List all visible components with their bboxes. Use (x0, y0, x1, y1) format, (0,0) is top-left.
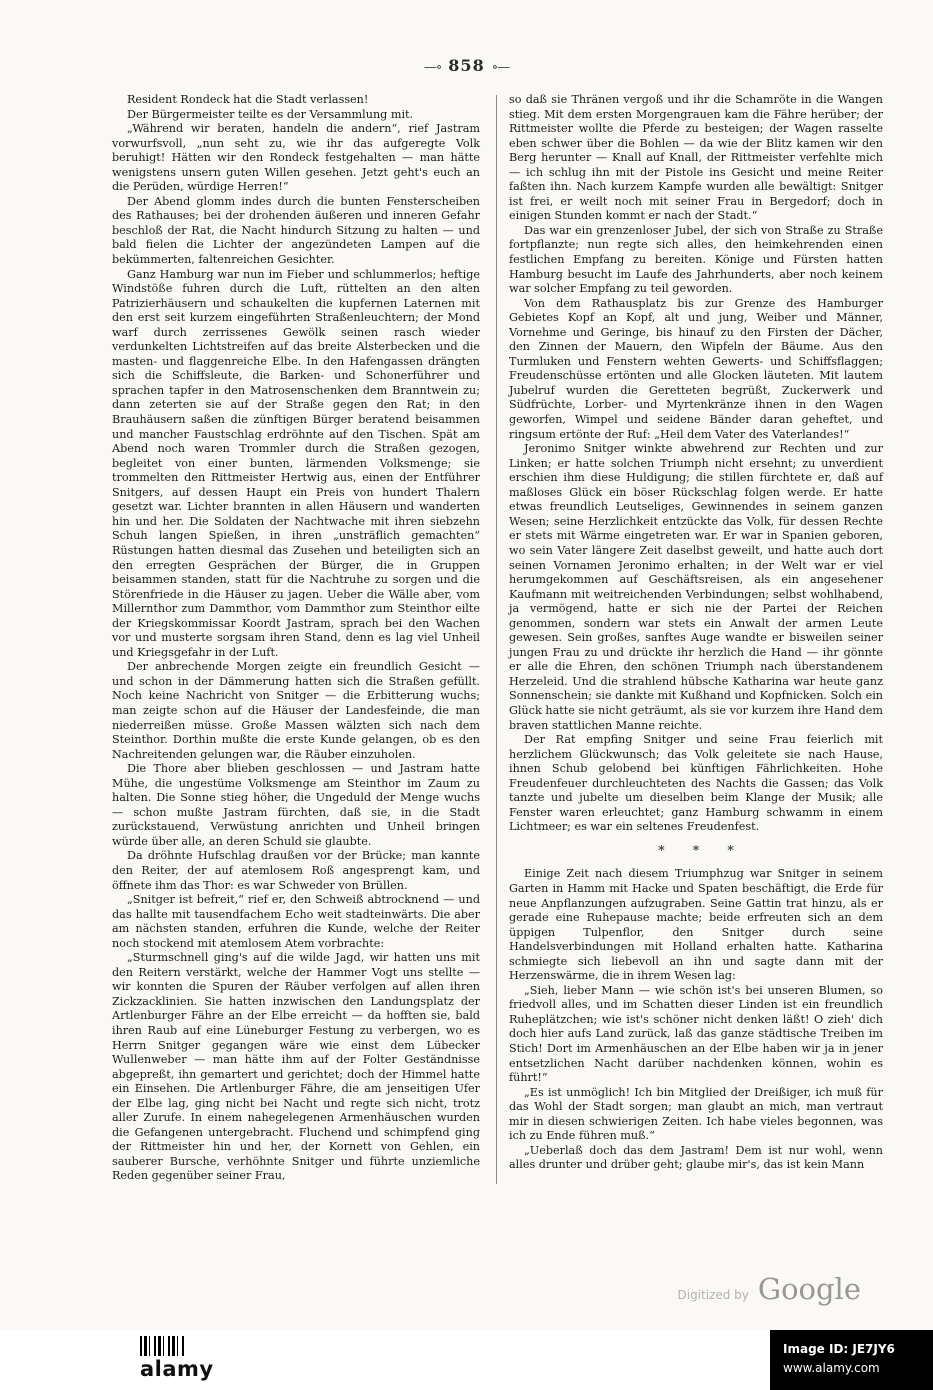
paragraph: Resident Rondeck hat die Stadt verlassen! (127, 93, 369, 106)
paragraph: „Sieh, lieber Mann — wie schön ist's bei unseren Blumen, so friedvoll alles, und im Schatten dieser Linden ist ein freundlich Ruheplätzchen; wie ist's schöner nicht denken läßt! O zieh' dich doch hier aufs Land zurück, laß das ganze städtische Treiben im Stich! Dort im Armenhäuschen an der Elbe haben wir ja in jener entsetzlichen Nacht darüber nachdenken können, wohin es führt!“ (509, 983, 883, 1085)
paragraph: „Snitger ist befreit,“ rief er, den Schweiß abtrocknend — und das hallte mit tausendfachem Echo weit stadteinwärts. Die aber am nächsten standen, erfuhren die Kunde, welche der Reiter noch stockend mit atemlosem Atem vorbrachte: (112, 893, 480, 950)
text-columns (112, 93, 884, 1184)
paragraph: Ganz Hamburg war nun im Fieber und schlummerlos; heftige Windstöße fuhren durch die Luft, rüttelten an den alten Patrizierhäusern und schaukelten die kupfernen Laternen mit den erst seit kurzem eingeführten Straßenleuchtern; der Mond warf durch zerrissenes Gewölk seinen rasch wieder verdunkelten Lichtstreifen auf das breite Alsterbecken und die masten- und flaggenreiche Elbe. In den Hafengassen drängten sich die Schiffsleute, die Barken- und Schonerführer und sprachen tapfer in den Matrosenschenken dem Branntwein zu; dann zeterten sie auf der Straße gegen den Rat; in den Brauhäusern saßen die zünftigen Bürger beratend beisammen und mancher Faustschlag erdröhnte auf den Tischen. Spät am Abend noch waren Trommler durch die Straßen gezogen, begleitet von einer bunten, lärmenden Volksmenge; sie trommelten den Rittmeister Hertwig aus, einen der Entführer Snitgers, auf dessen Haupt ein Preis von hundert Thalern gesetzt war. Lichter brannten in allen Häusern und wanderten hin und her. Die Soldaten der Nachtwache mit ihren siebzehn Schuh langen Spießen, in ihren „unsträflich gemachten“ Rüstungen hatten diesmal das Zusehen und beteiligten sich an den erregten Gesprächen der Bürger, die in Gruppen beisammen standen, statt für die Nachtruhe zu sorgen und die Störenfriede in die Häuser zu jagen. Ueber die Wälle aber, vom Millernthor zum Dammthor, vom Dammthor zum Steinthor eilte der Kriegskommissar Koordt Jastram, sprach bei den Wachen vor und musterte sorgsam ihren Stand, denn es lag viel Unheil und Kriegsgefahr in der Luft. (112, 267, 480, 659)
page-number: 858 (448, 56, 485, 75)
paragraph: Das war ein grenzenloser Jubel, der sich von Straße zu Straße fortpflanzte; nun regte sich alles, den heimkehrenden einen festlichen Empfang zu bereiten. Könige und Fürsten hatten Hamburg besucht im Laufe des Jahrhunderts, aber noch keinem war solcher Empfang zu teil geworden. (509, 223, 883, 296)
paragraph: Der Rat empfing Snitger und seine Frau feierlich mit herzlichem Glückwunsch; das Volk geleitete sie nach Hause, ihnen Schub gelobend bei künftigen Fährlichkeiten. Hohe Freudenfeuer durchleuchteten des Nachts die Gassen; das Volk tanzte und jubelte um dieselben beim Klange der Musik; alle Fenster waren erleuchtet; ganz Hamburg schwamm in einem Lichtmeer; es war ein seltenes Freudenfest. (509, 733, 883, 834)
section-separator: * * * (658, 843, 746, 859)
alamy-footer-bar (0, 1330, 933, 1390)
paragraph: Von dem Rathausplatz bis zur Grenze des Hamburger Gebietes Kopf an Kopf, alt und jung, Weiber und Männer, Vornehme und Geringe, bis hinauf zu den Firsten der Dächer, den Zinnen der Mauern, den Wipfeln der Bäume. Aus den Turmluken und Fenstern wehten Gewerts- und Schiffsflaggen; Freudenschüsse ertönten und alle Glocken läuteten. Mit lautem Jubelruf wurden die Geretteten begrüßt, Zuckerwerk und Südfrüchte, Lorber- und Myrtenkränze ihnen in den Wagen geworfen, Wimpel und seidene Bänder daran geheftet, und ringsum ertönte der Ruf: „Heil dem Vater des Vaterlandes!“ (509, 296, 883, 441)
alamy-logo: alamy (140, 1357, 214, 1381)
header-ornament-left: —∘ (423, 60, 442, 75)
alamy-url: www.alamy.com (783, 1361, 880, 1375)
alamy-barcode-icon (140, 1336, 186, 1356)
paragraph: „Sturmschnell ging's auf die wilde Jagd, wir hatten uns mit den Reitern verstärkt, welche der Hammer Vogt uns stellte — wir konnten die Spuren der Räuber verfolgen auf allen ihren Zickzacklinien. Sie hatten inzwischen den Landungsplatz der Artlenburger Fähre an der Elbe erreicht — da hofften sie, bald ihren Raub auf eine Lüneburger Festung zu verbergen, wo es Herrn Snitger gegangen wäre wie einst dem Lübecker Wullenweber — man hätte ihm auf der Folter Geständnisse abgepreßt, ihn gemartert und gerichtet; doch der Himmel hatte ein Einsehen. Die Artlenburger Fähre, die am jenseitigen Ufer der Elbe lag, ging nicht bei Nacht und regte sich nicht, trotz aller Zurufe. In einem nahegelegenen Armenhäuschen wurden die Gefangenen untergebracht. Fluchend und schimpfend ging der Rittmeister hin und her, der Kornett von Gehlen, ein sauberer Bursche, verhöhnte Snitger und führte unziemliche Reden gegenüber seiner Frau, (112, 951, 480, 1183)
alamy-info-box (770, 1330, 933, 1390)
page-header (0, 0, 933, 75)
google-watermark (678, 1272, 862, 1306)
alamy-logo-block (140, 1336, 214, 1381)
paragraph: „Es ist unmöglich! Ich bin Mitglied der Dreißiger, ich muß für das Wohl der Stadt sorgen; man glaubt an mich, man vertraut mir in diesen schwierigen Zeiten. Ich habe vieles begonnen, was ich zu Ende führen muß.“ (509, 1085, 883, 1143)
google-logo: Google (757, 1272, 861, 1306)
paragraph: „Ueberlaß doch das dem Jastram! Dem ist nur wohl, wenn alles drunter und drüber geht; glaube mir's, das ist kein Mann (509, 1143, 883, 1172)
paragraph: Da dröhnte Hufschlag draußen vor der Brücke; man kannte den Reiter, der auf atemlosem Roß angesprengt kam, und öffnete ihm das Thor: es war Schweder von Brüllen. (112, 849, 480, 892)
paragraph: so daß sie Thränen vergoß und ihr die Schamröte in die Wangen stieg. Mit dem ersten Morgengrauen kam die Fähre herüber; der Rittmeister wollte die Pferde zu besteigen; der Wagen rasselte eben schwer über die Bohlen — da wie der Blitz kamen wir den Berg herunter — Knall auf Knall, der Rittmeister verfehlte mich — ich schlug ihn mit der Pistole ins Gesicht und meine Reiter faßten ihn. Nach kurzem Kampfe wurden alle bewältigt: Snitger ist frei, er weilt noch mit seiner Frau in Bergedorf; doch in einigen Stunden kommt er nach der Stadt.“ (509, 93, 883, 223)
paragraph: Der Abend glomm indes durch die bunten Fensterscheiben des Rathauses; bei der drohenden äußeren und inneren Gefahr beschloß der Rat, die Nacht hindurch Sitzung zu halten — und bald fielen die Lichter der angezündeten Lampen auf die bekümmerten, faltenreichen Gesichter. (112, 194, 480, 267)
paragraph: Der anbrechende Morgen zeigte ein freundlich Gesicht — und schon in der Dämmerung hatten sich die Straßen gefüllt. Noch keine Nachricht von Snitger — die Erbitterung wuchs; man zeigte schon auf die Häuser der Landesfeinde, die man niederreißen müsse. Große Massen wälzten sich nach dem Steinthor. Dorthin mußte die erste Kunde gelangen, ob es den Nachreitenden gelungen war, die Räuber einzuholen. (112, 660, 480, 761)
paragraph: „Während wir beraten, handeln die andern“, rief Jastram vorwurfsvoll, „nun seht zu, wie ihr das aufgeregte Volk beruhigt! Hätten wir den Rondeck festgehalten — man hätte wenigstens unsern guten Willen gesehen. Jetzt geht's euch an die Perüden, würdige Herren!“ (112, 122, 480, 194)
image-id-label: Image ID: JE7JY6 (783, 1342, 895, 1356)
paragraph: Die Thore aber blieben geschlossen — und Jastram hatte Mühe, die ungestüme Volksmenge am Steinthor im Zaum zu halten. Die Sonne stieg höher, die Ungeduld der Menge wuchs — schon mußte Jastram fürchten, daß sie, in die Stadt zurückstauend, Verwüstung anrichten und Unheil bringen würde über alle, an deren Schuld sie glaubte. (112, 762, 480, 848)
paragraph: Einige Zeit nach diesem Triumphzug war Snitger in seinem Garten in Hamm mit Hacke und Spaten beschäftigt, die Erde für neue Anpflanzungen aufzugraben. Seine Gattin trat hinzu, als er gerade eine Ruhepause machte; beide erfreuten sich an dem üppigen Tulpenflor, den Snitger durch seine Handelsverbindungen mit Holland erhalten hatte. Katharina schmiegte sich liebevoll an ihn und sagte dann mit der Herzenswärme, die in ihrem Wesen lag: (509, 867, 883, 983)
right-column (509, 93, 883, 1184)
digitized-by-label: Digitized by (677, 1288, 749, 1302)
left-column (112, 93, 480, 1184)
paragraph: Jeronimo Snitger winkte abwehrend zur Rechten und zur Linken; er hatte solchen Triumph nicht ersehnt; zu unverdient erschien ihm diese Huldigung; die stillen fürchtete er, daß auf maßloses Glück ein böser Rückschlag folgen werde. Er hatte etwas freundlich Leutseliges, Gewinnendes in seinem ganzen Wesen; seine Herzlichkeit entzückte das Volk, für dessen Rechte er stets mit Wärme eingetreten war. Er war in Spanien geboren, wo sein Vater längere Zeit daselbst geweilt, und hatte auch dort seinen Vornamen Jeronimo erhalten; in der Welt war er viel herumgekommen auf Geschäftsreisen, als ein angesehener Kaufmann mit weitreichenden Verbindungen; selbst wohlhabend, ja vermögend, hatte er sich nie der Partei der Reichen genommen, sondern war stets ein Anwalt der armen Leute gewesen. Sein großes, sanftes Auge wandte er bisweilen seiner jungen Frau zu und drückte ihr herzlich die Hand — ihr gönnte er alle die Ehren, den schönen Triumph nach überstandenem Herzeleid. Und die strahlend hübsche Katharina war heute ganz Sonnenschein; sie dankte mit Kußhand und Kopfnicken. Solch ein Glück hatte sie nicht geträumt, als sie vor kurzem ihre Hand dem braven stattlichen Manne reichte. (509, 442, 883, 732)
paragraph: Der Bürgermeister teilte es der Versammlung mit. (127, 107, 414, 121)
header-ornament-right: ∘— (491, 60, 510, 75)
column-divider (496, 95, 497, 1184)
